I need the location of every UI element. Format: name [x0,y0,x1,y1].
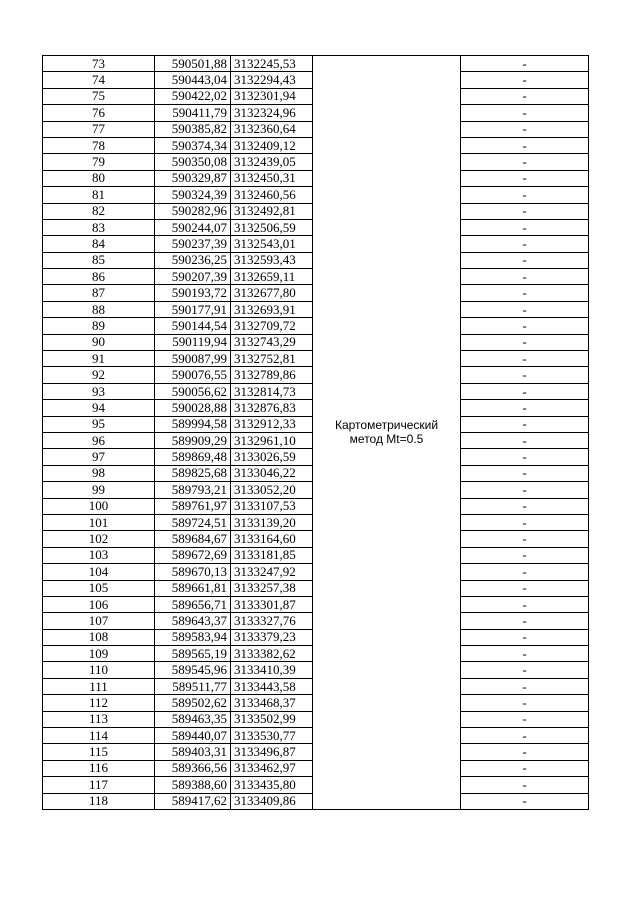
x-coordinate-cell: 590177,91 [155,301,231,317]
accuracy-cell: - [461,252,589,268]
accuracy-cell: - [461,105,589,121]
x-coordinate-cell: 590244,07 [155,219,231,235]
point-number-cell: 104 [43,564,155,580]
x-coordinate-cell: 589661,81 [155,580,231,596]
accuracy-cell: - [461,88,589,104]
point-number-cell: 81 [43,187,155,203]
point-number-cell: 109 [43,646,155,662]
y-coordinate-cell: 3133502,99 [231,711,313,727]
accuracy-cell: - [461,269,589,285]
y-coordinate-cell: 3133139,20 [231,514,313,530]
x-coordinate-cell: 589502,62 [155,695,231,711]
x-coordinate-cell: 590236,25 [155,252,231,268]
point-number-cell: 88 [43,301,155,317]
point-number-cell: 108 [43,629,155,645]
accuracy-cell: - [461,449,589,465]
point-number-cell: 78 [43,137,155,153]
point-number-cell: 84 [43,236,155,252]
accuracy-cell: - [461,629,589,645]
accuracy-cell: - [461,760,589,776]
accuracy-cell: - [461,318,589,334]
point-number-cell: 98 [43,465,155,481]
x-coordinate-cell: 589670,13 [155,564,231,580]
accuracy-cell: - [461,219,589,235]
y-coordinate-cell: 3133435,80 [231,777,313,793]
y-coordinate-cell: 3132814,73 [231,383,313,399]
y-coordinate-cell: 3133107,53 [231,498,313,514]
point-number-cell: 94 [43,400,155,416]
point-number-cell: 74 [43,72,155,88]
y-coordinate-cell: 3133379,23 [231,629,313,645]
point-number-cell: 91 [43,351,155,367]
accuracy-cell: - [461,301,589,317]
y-coordinate-cell: 3133530,77 [231,728,313,744]
x-coordinate-cell: 590119,94 [155,334,231,350]
point-number-cell: 111 [43,678,155,694]
y-coordinate-cell: 3132409,12 [231,137,313,153]
point-number-cell: 87 [43,285,155,301]
x-coordinate-cell: 589994,58 [155,416,231,432]
accuracy-cell: - [461,711,589,727]
accuracy-cell: - [461,465,589,481]
y-coordinate-cell: 3132593,43 [231,252,313,268]
accuracy-cell: - [461,285,589,301]
y-coordinate-cell: 3133026,59 [231,449,313,465]
accuracy-cell: - [461,646,589,662]
x-coordinate-cell: 590501,88 [155,56,231,72]
x-coordinate-cell: 590144,54 [155,318,231,334]
x-coordinate-cell: 590350,08 [155,154,231,170]
y-coordinate-cell: 3133462,97 [231,760,313,776]
y-coordinate-cell: 3133409,86 [231,793,313,809]
point-number-cell: 118 [43,793,155,809]
point-number-cell: 115 [43,744,155,760]
point-number-cell: 112 [43,695,155,711]
accuracy-cell: - [461,137,589,153]
y-coordinate-cell: 3132543,01 [231,236,313,252]
accuracy-cell: - [461,777,589,793]
y-coordinate-cell: 3133327,76 [231,613,313,629]
x-coordinate-cell: 589724,51 [155,514,231,530]
y-coordinate-cell: 3132450,31 [231,170,313,186]
y-coordinate-cell: 3132876,83 [231,400,313,416]
y-coordinate-cell: 3133496,87 [231,744,313,760]
accuracy-cell: - [461,432,589,448]
y-coordinate-cell: 3133468,37 [231,695,313,711]
x-coordinate-cell: 590385,82 [155,121,231,137]
y-coordinate-cell: 3132460,56 [231,187,313,203]
method-label-line-1: Картометрический [334,418,439,433]
point-number-cell: 75 [43,88,155,104]
x-coordinate-cell: 590087,99 [155,351,231,367]
accuracy-cell: - [461,416,589,432]
x-coordinate-cell: 589684,67 [155,531,231,547]
point-number-cell: 116 [43,760,155,776]
x-coordinate-cell: 589545,96 [155,662,231,678]
point-number-cell: 114 [43,728,155,744]
x-coordinate-cell: 589403,31 [155,744,231,760]
accuracy-cell: - [461,564,589,580]
x-coordinate-cell: 590411,79 [155,105,231,121]
x-coordinate-cell: 589511,77 [155,678,231,694]
x-coordinate-cell: 589825,68 [155,465,231,481]
point-number-cell: 110 [43,662,155,678]
accuracy-cell: - [461,482,589,498]
accuracy-cell: - [461,514,589,530]
point-number-cell: 76 [43,105,155,121]
point-number-cell: 89 [43,318,155,334]
x-coordinate-cell: 590324,39 [155,187,231,203]
x-coordinate-cell: 589643,37 [155,613,231,629]
point-number-cell: 80 [43,170,155,186]
y-coordinate-cell: 3132677,80 [231,285,313,301]
y-coordinate-cell: 3133257,38 [231,580,313,596]
y-coordinate-cell: 3133443,58 [231,678,313,694]
accuracy-cell: - [461,72,589,88]
x-coordinate-cell: 589761,97 [155,498,231,514]
y-coordinate-cell: 3133410,39 [231,662,313,678]
y-coordinate-cell: 3133181,85 [231,547,313,563]
y-coordinate-cell: 3132912,33 [231,416,313,432]
y-coordinate-cell: 3133052,20 [231,482,313,498]
x-coordinate-cell: 590028,88 [155,400,231,416]
y-coordinate-cell: 3132961,10 [231,432,313,448]
point-number-cell: 79 [43,154,155,170]
x-coordinate-cell: 589463,35 [155,711,231,727]
x-coordinate-cell: 590076,55 [155,367,231,383]
y-coordinate-cell: 3132301,94 [231,88,313,104]
x-coordinate-cell: 589388,60 [155,777,231,793]
y-coordinate-cell: 3133247,92 [231,564,313,580]
table-row [43,56,589,72]
x-coordinate-cell: 589672,69 [155,547,231,563]
y-coordinate-cell: 3132439,05 [231,154,313,170]
x-coordinate-cell: 590193,72 [155,285,231,301]
x-coordinate-cell: 589565,19 [155,646,231,662]
x-coordinate-cell: 589583,94 [155,629,231,645]
y-coordinate-cell: 3133046,22 [231,465,313,481]
point-number-cell: 102 [43,531,155,547]
y-coordinate-cell: 3132324,96 [231,105,313,121]
accuracy-cell: - [461,56,589,72]
point-number-cell: 107 [43,613,155,629]
y-coordinate-cell: 3132752,81 [231,351,313,367]
y-coordinate-cell: 3132693,91 [231,301,313,317]
y-coordinate-cell: 3133301,87 [231,596,313,612]
x-coordinate-cell: 589417,62 [155,793,231,809]
point-number-cell: 96 [43,432,155,448]
point-number-cell: 113 [43,711,155,727]
point-number-cell: 93 [43,383,155,399]
point-number-cell: 73 [43,56,155,72]
accuracy-cell: - [461,596,589,612]
x-coordinate-cell: 589793,21 [155,482,231,498]
accuracy-cell: - [461,154,589,170]
point-number-cell: 106 [43,596,155,612]
point-number-cell: 82 [43,203,155,219]
point-number-cell: 77 [43,121,155,137]
accuracy-cell: - [461,400,589,416]
accuracy-cell: - [461,613,589,629]
accuracy-cell: - [461,498,589,514]
x-coordinate-cell: 590207,39 [155,269,231,285]
x-coordinate-cell: 589366,56 [155,760,231,776]
accuracy-cell: - [461,580,589,596]
y-coordinate-cell: 3132245,53 [231,56,313,72]
accuracy-cell: - [461,662,589,678]
point-number-cell: 101 [43,514,155,530]
x-coordinate-cell: 589440,07 [155,728,231,744]
accuracy-cell: - [461,793,589,809]
x-coordinate-cell: 589909,29 [155,432,231,448]
accuracy-cell: - [461,744,589,760]
y-coordinate-cell: 3133382,62 [231,646,313,662]
method-cell [313,56,461,810]
accuracy-cell: - [461,728,589,744]
x-coordinate-cell: 590329,87 [155,170,231,186]
coordinates-table-body [43,56,589,810]
accuracy-cell: - [461,383,589,399]
point-number-cell: 92 [43,367,155,383]
point-number-cell: 105 [43,580,155,596]
x-coordinate-cell: 589656,71 [155,596,231,612]
x-coordinate-cell: 589869,48 [155,449,231,465]
point-number-cell: 117 [43,777,155,793]
accuracy-cell: - [461,547,589,563]
y-coordinate-cell: 3133164,60 [231,531,313,547]
coordinates-table [42,55,589,810]
x-coordinate-cell: 590056,62 [155,383,231,399]
point-number-cell: 95 [43,416,155,432]
point-number-cell: 90 [43,334,155,350]
accuracy-cell: - [461,236,589,252]
y-coordinate-cell: 3132506,59 [231,219,313,235]
y-coordinate-cell: 3132789,86 [231,367,313,383]
point-number-cell: 83 [43,219,155,235]
point-number-cell: 86 [43,269,155,285]
accuracy-cell: - [461,121,589,137]
y-coordinate-cell: 3132360,64 [231,121,313,137]
accuracy-cell: - [461,351,589,367]
point-number-cell: 100 [43,498,155,514]
x-coordinate-cell: 590443,04 [155,72,231,88]
y-coordinate-cell: 3132709,72 [231,318,313,334]
point-number-cell: 97 [43,449,155,465]
y-coordinate-cell: 3132492,81 [231,203,313,219]
point-number-cell: 103 [43,547,155,563]
accuracy-cell: - [461,334,589,350]
accuracy-cell: - [461,367,589,383]
y-coordinate-cell: 3132743,29 [231,334,313,350]
accuracy-cell: - [461,531,589,547]
accuracy-cell: - [461,170,589,186]
accuracy-cell: - [461,203,589,219]
y-coordinate-cell: 3132294,43 [231,72,313,88]
accuracy-cell: - [461,695,589,711]
accuracy-cell: - [461,187,589,203]
point-number-cell: 85 [43,252,155,268]
x-coordinate-cell: 590282,96 [155,203,231,219]
x-coordinate-cell: 590374,34 [155,137,231,153]
method-label-line-2: метод Mt=0.5 [349,432,424,447]
y-coordinate-cell: 3132659,11 [231,269,313,285]
point-number-cell: 99 [43,482,155,498]
x-coordinate-cell: 590237,39 [155,236,231,252]
accuracy-cell: - [461,678,589,694]
x-coordinate-cell: 590422,02 [155,88,231,104]
